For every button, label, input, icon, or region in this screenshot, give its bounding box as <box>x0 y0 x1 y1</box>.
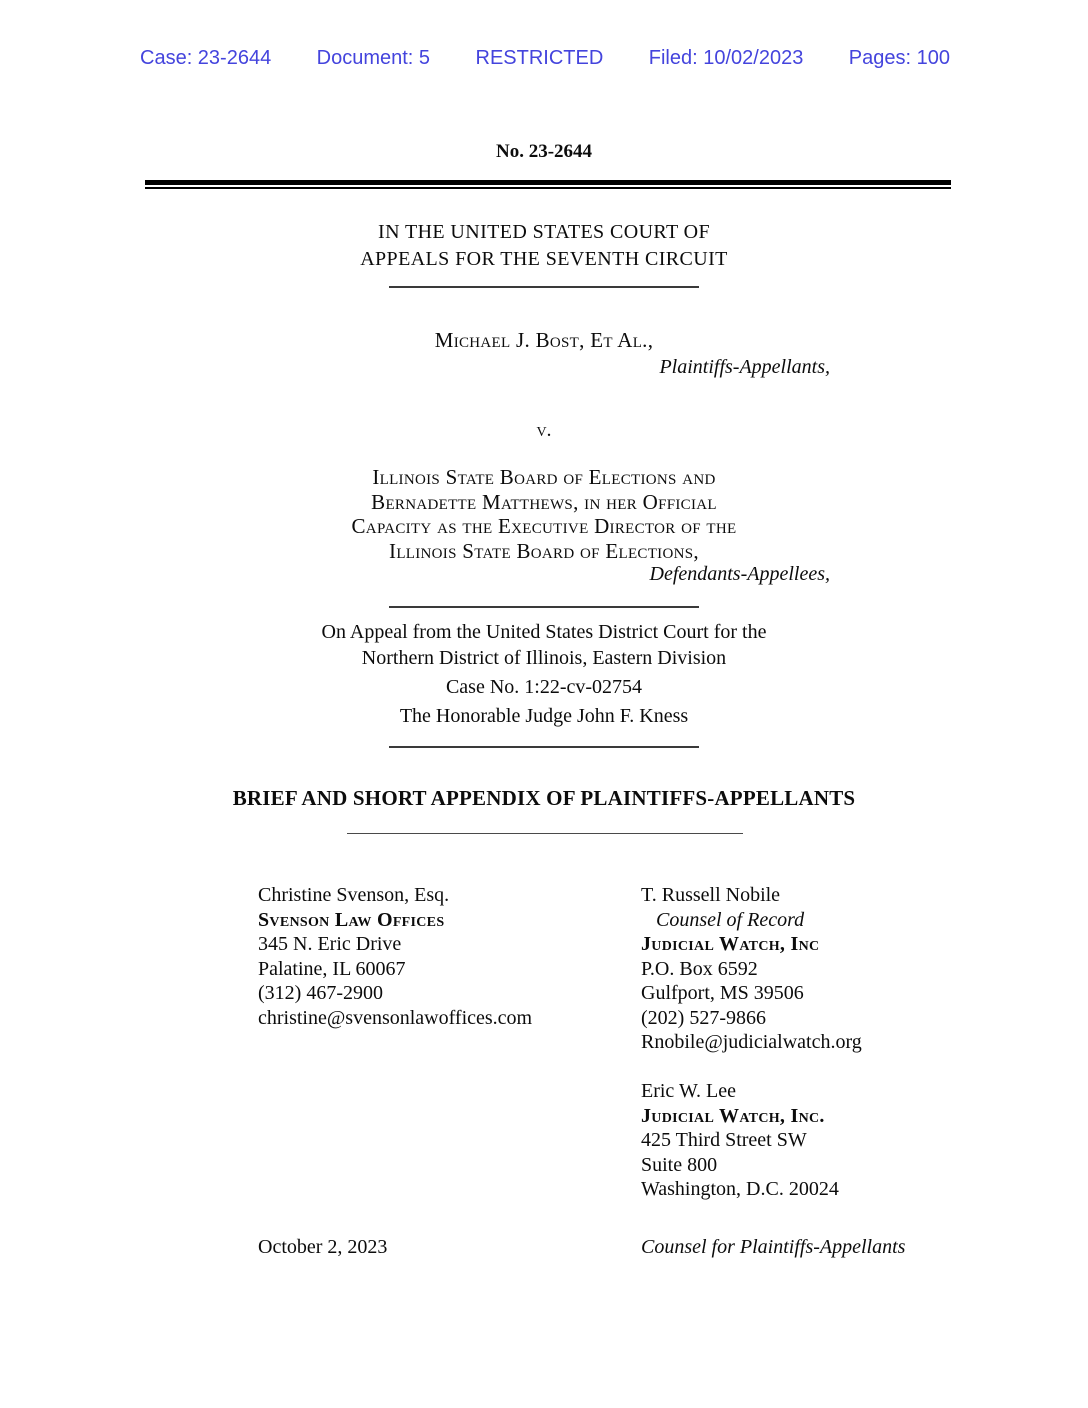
plaintiffs-name: Michael J. Bost, Et Al., <box>434 328 654 352</box>
filing-date: October 2, 2023 <box>258 1236 388 1258</box>
counsel-of-record-label: Counsel of Record <box>656 908 805 931</box>
phone-number: (312) 467-2900 <box>258 982 383 1004</box>
stamp-filed-date: Filed: 10/02/2023 <box>648 47 804 69</box>
second-attorney-block <box>641 1079 862 1202</box>
address-line: Palatine, IL 60067 <box>258 957 406 980</box>
counsel-signature-line: Counsel for Plaintiffs-Appellants <box>641 1236 906 1258</box>
filing-stamp <box>140 47 950 70</box>
email-address: christine@svensonlawoffices.com <box>258 1006 533 1029</box>
district-case-number: Case No. 1:22-cv-02754 <box>445 676 643 698</box>
docket-number: No. 23-2644 <box>495 141 593 162</box>
court-heading-line1: IN THE UNITED STATES COURT OF <box>378 221 710 243</box>
attorney-name: T. Russell Nobile <box>641 884 781 906</box>
defendants-line: Bernadette Matthews, in her Official <box>371 489 717 514</box>
title-underline <box>347 833 743 834</box>
address-line: P.O. Box 6592 <box>641 957 758 980</box>
defendants-line: Capacity as the Executive Director of the <box>351 514 737 539</box>
defendants-role: Defendants-Appellees, <box>649 563 830 585</box>
address-line: 345 N. Eric Drive <box>258 933 402 955</box>
versus-label: v. <box>536 419 552 441</box>
phone-number: (202) 527-9866 <box>641 1006 766 1029</box>
appeal-origin-line2: Northern District of Illinois, Eastern Division <box>361 646 727 669</box>
address-line: Gulfport, MS 39506 <box>641 982 804 1004</box>
section-divider <box>389 746 699 748</box>
brief-title: BRIEF AND SHORT APPENDIX OF PLAINTIFFS-APPELLANTS <box>232 786 856 810</box>
address-line: Suite 800 <box>641 1153 718 1176</box>
court-heading-line2: APPEALS FOR THE SEVENTH CIRCUIT <box>360 247 728 270</box>
counsel-right-column <box>641 883 862 1202</box>
plaintiffs-role: Plaintiffs-Appellants, <box>659 356 830 378</box>
counsel-left-column <box>258 883 532 1030</box>
court-heading <box>0 219 1088 272</box>
appeal-origin-line1: On Appeal from the United States District Court for the <box>321 621 767 643</box>
defendants-line: Illinois State Board of Elections and <box>372 465 716 489</box>
email-address: Rnobile@judicialwatch.org <box>641 1031 862 1053</box>
appeal-origin <box>0 620 1088 729</box>
attorney-name: Christine Svenson, Esq. <box>258 884 450 906</box>
address-line: 425 Third Street SW <box>641 1129 807 1151</box>
stamp-case-number: Case: 23-2644 <box>140 47 272 69</box>
address-line: Washington, D.C. 20024 <box>641 1178 839 1200</box>
stamp-restriction-label: RESTRICTED <box>475 47 604 69</box>
section-divider <box>389 286 699 288</box>
stamp-document-number: Document: 5 <box>316 47 431 69</box>
firm-name: Judicial Watch, Inc <box>641 933 820 955</box>
defendants-line: Illinois State Board of Elections, <box>389 538 699 563</box>
firm-name: Svenson Law Offices <box>258 908 445 931</box>
firm-name: Judicial Watch, Inc. <box>641 1104 825 1127</box>
defendants-name <box>0 465 1088 563</box>
stamp-page-count: Pages: 100 <box>848 47 950 69</box>
section-divider <box>389 606 699 608</box>
double-rule-divider <box>145 180 951 189</box>
attorney-name: Eric W. Lee <box>641 1080 736 1102</box>
district-judge: The Honorable Judge John F. Kness <box>399 704 689 727</box>
